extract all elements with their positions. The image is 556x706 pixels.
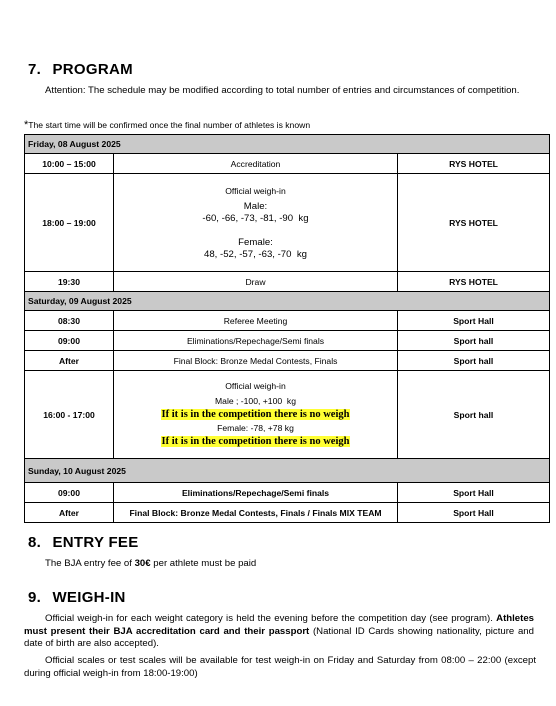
program-note (24, 120, 310, 131)
place-cell: Sport hall (398, 331, 550, 351)
table-row (25, 483, 550, 503)
weighin-saturday-cell (114, 371, 398, 459)
male-values-text: -60, -66, -73, -81, -90 (202, 212, 294, 224)
place-cell: RYS HOTEL (398, 154, 550, 174)
table-row (25, 503, 550, 523)
weigh-in-paragraph-2: Official scales or test scales will be available for test weigh-in on Friday and Saturday from 08:00 – 22:00 (except during official weigh-in from 18:00-19:00) (24, 655, 536, 679)
weigh-in-p1-start: Official weigh-in for each weight category is held the evening before the competition day (see program). (45, 613, 497, 624)
day-label: Saturday, 09 August 2025 (25, 292, 550, 311)
event-cell: Final Block: Bronze Medal Contests, Finals (114, 351, 398, 371)
day-label: Sunday, 10 August 2025 (25, 459, 550, 483)
weigh-in-p1-bold: Athletes must present their BJA accreditation card and their passport (24, 613, 534, 637)
unit-text: kg (296, 248, 307, 260)
place-cell: Sport Hall (398, 311, 550, 331)
event-cell: Eliminations/Repechage/Semi finals (114, 331, 398, 351)
event-cell: Final Block: Bronze Medal Contests, Finals / Finals MIX TEAM (114, 503, 398, 523)
event-cell: Eliminations/Repechage/Semi finals (114, 483, 398, 503)
unit-text: kg (298, 212, 309, 224)
female-line-text: Female: -78, +78 (217, 423, 283, 433)
female-values-text: 48, -52, -57, -63, -70 (204, 248, 292, 260)
event-cell: Draw (114, 272, 398, 292)
place-cell: Sport Hall (398, 503, 550, 523)
place-cell: Sport Hall (398, 483, 550, 503)
weigh-in-heading-number: 9. (28, 589, 42, 606)
entry-fee-heading-number: 8. (28, 534, 42, 551)
program-attention: Attention: The schedule may be modified according to total number of entries and circumstances of competition. (45, 85, 520, 96)
weighin-female-label: Female: (238, 236, 273, 248)
table-row (25, 154, 550, 174)
time-cell: After (25, 503, 114, 523)
day-row-sunday (25, 459, 550, 483)
day-row-friday (25, 135, 550, 154)
place-cell: Sport hall (398, 351, 550, 371)
male-line-text: Male ; -100, +100 (215, 396, 283, 406)
entry-fee-amount: 30€ (134, 558, 151, 569)
program-note-text: The start time will be confirmed once the final number of athletes is known (28, 120, 311, 130)
time-cell: 16:00 - 17:00 (25, 371, 114, 459)
time-cell: 18:00 – 19:00 (25, 174, 114, 272)
table-row (25, 331, 550, 351)
weighin-title: Official weigh-in (225, 381, 286, 391)
program-table (24, 134, 550, 523)
weighin-female-line (116, 422, 395, 434)
event-cell: Referee Meeting (114, 311, 398, 331)
entry-fee-text-after: per athlete must be paid (150, 558, 257, 569)
entry-fee-text-before: The BJA entry fee of (45, 558, 135, 569)
day-row-saturday (25, 292, 550, 311)
weighin-note-1 (116, 407, 395, 422)
entry-fee-heading (28, 534, 139, 551)
table-row (25, 272, 550, 292)
weigh-in-heading (28, 589, 126, 606)
program-heading (28, 61, 133, 78)
weighin-friday-cell (114, 174, 398, 272)
weighin-male-values (116, 213, 395, 225)
highlight-note-text: If it is in the competition there is no weigh (161, 409, 350, 420)
weigh-in-p1-end: (National ID Cards showing nationality, picture and date of birth are also accepted). (24, 625, 534, 649)
program-heading-number: 7. (28, 61, 42, 78)
day-label: Friday, 08 August 2025 (25, 135, 550, 154)
place-cell: RYS HOTEL (398, 174, 550, 272)
unit-text: kg (286, 396, 296, 406)
time-cell: 08:30 (25, 311, 114, 331)
weighin-male-line (116, 395, 395, 407)
time-cell: 19:30 (25, 272, 114, 292)
event-cell: Accreditation (114, 154, 398, 174)
table-row (25, 174, 550, 272)
weigh-in-heading-text: WEIGH-IN (52, 589, 126, 606)
time-cell: 09:00 (25, 331, 114, 351)
time-cell: 09:00 (25, 483, 114, 503)
weighin-title: Official weigh-in (225, 185, 286, 196)
weighin-male-label: Male: (243, 200, 268, 212)
unit-text: kg (284, 423, 294, 433)
table-row (25, 371, 550, 459)
program-heading-text: PROGRAM (52, 61, 133, 78)
weighin-note-2 (116, 434, 395, 449)
place-cell: Sport hall (398, 371, 550, 459)
weigh-in-paragraph-1 (24, 613, 534, 651)
table-row (25, 311, 550, 331)
entry-fee-heading-text: ENTRY FEE (52, 534, 139, 551)
place-cell: RYS HOTEL (398, 272, 550, 292)
time-cell: After (25, 351, 114, 371)
weighin-female-values (116, 249, 395, 261)
highlight-note-text: If it is in the competition there is no weigh (161, 436, 350, 447)
entry-fee-text (45, 558, 256, 571)
program-note-mark: * (24, 119, 29, 131)
table-row (25, 351, 550, 371)
time-cell: 10:00 – 15:00 (25, 154, 114, 174)
